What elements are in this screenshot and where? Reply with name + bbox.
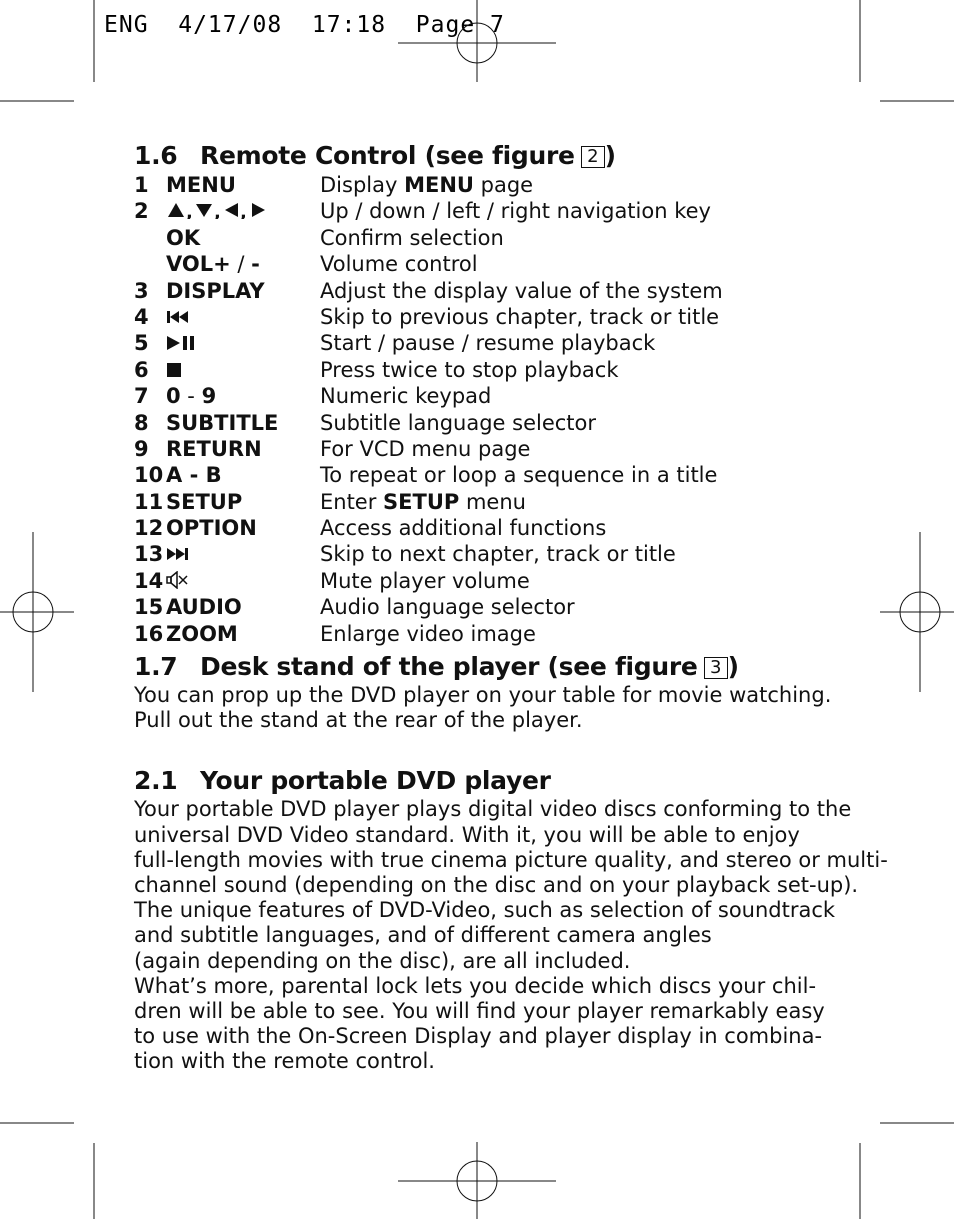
item-key [166,383,320,409]
remote-item-row [134,304,834,330]
item-description-text: Enlarge video image [320,621,536,646]
remote-item-row [134,489,834,515]
item-key-label: AUDIO [166,595,242,620]
remote-item-row [134,225,834,251]
section-number: 2.1 [134,766,178,796]
registration-mark-bottom [398,1142,556,1219]
item-description-text: To repeat or loop a sequence in a title [320,463,718,488]
item-key [166,489,320,515]
item-description [320,357,834,383]
portable-dvd-paragraph [134,797,888,1074]
item-key [166,436,320,462]
item-description-text: Volume control [320,252,478,277]
item-number: 7 [134,384,149,409]
item-description [320,330,834,356]
item-description-text: Display [320,173,405,197]
item-key-label: VOL+ [166,252,231,277]
item-description [320,383,834,409]
previous-icon [166,305,190,331]
item-key [166,541,320,567]
item-description-text: Confirm selection [320,225,504,250]
item-key-label: A - B [166,463,222,488]
item-key [166,357,320,383]
stop-icon [166,358,184,384]
item-key-label: RETURN [166,436,262,461]
item-description-text-end: menu [459,489,526,514]
remote-item-row [134,568,834,594]
item-description [320,251,834,277]
paragraph-line: dren will be able to see. You will find your player remarkably easy [134,999,825,1024]
remote-item-row [134,278,834,304]
figure-reference: 2 [581,146,605,168]
heading-portable-dvd-player [134,765,834,797]
figure-reference: 3 [704,657,728,679]
heading-desk-stand [134,651,834,683]
item-key-label-end: - [251,252,260,277]
item-description [320,594,834,620]
remote-item-row [134,410,834,436]
paragraph-line: to use with the On-Screen Display and player display in combina- [134,1024,823,1049]
item-description-text: For VCD menu page [320,436,531,461]
section-number: 1.6 [134,141,178,170]
remote-item-row [134,436,834,462]
paragraph-line: (again depending on the disc), are all included. [134,948,631,973]
remote-item-row [134,515,834,541]
remote-item-row [134,330,834,356]
paragraph-line: What’s more, parental lock lets you decide which discs your chil- [134,973,817,998]
item-key [166,304,320,330]
page-content [134,140,888,1075]
item-key-label: OK [166,225,201,250]
item-number: 1 [134,173,149,197]
item-key-label: ZOOM [166,621,238,646]
arrow-keys-icon [166,199,266,225]
item-description [320,225,834,251]
svg-text:,: , [240,202,247,220]
item-description-keyword: MENU [404,173,474,197]
item-key [166,515,320,541]
item-number: 6 [134,357,149,382]
item-number: 8 [134,410,149,435]
item-description-text: Skip to previous chapter, track or title [320,304,720,329]
item-description [320,489,834,515]
item-number: 4 [134,304,149,329]
item-number: 9 [134,436,149,461]
item-key [166,568,320,594]
remote-item-row [134,357,834,383]
svg-text:,: , [214,202,221,220]
item-description [320,436,834,462]
item-description-text-end: page [473,173,534,197]
item-description [320,621,834,647]
item-description-text: Subtitle language selector [320,410,597,435]
item-key-label: SETUP [166,489,243,514]
item-key [166,172,320,198]
heading-close-paren: ) [727,652,739,682]
paragraph-line: Your portable DVD player plays digital video discs conforming to the [134,797,852,822]
item-description [320,172,834,198]
item-key-label: OPTION [166,516,257,541]
item-key [166,594,320,620]
item-description [320,462,834,488]
remote-item-row [134,383,834,409]
item-key-separator: - [180,384,202,409]
item-key [166,251,320,277]
item-key [166,198,320,224]
item-number: 13 [134,542,164,567]
item-number: 14 [134,568,164,593]
item-key [166,410,320,436]
item-key-label: SUBTITLE [166,410,279,435]
item-number [134,225,166,251]
heading-remote-control [134,140,834,172]
item-description-keyword: SETUP [383,489,460,514]
item-description-text: Start / pause / resume playback [320,331,656,356]
print-slug: ENG 4/17/08 17:18 Page 7 [104,12,505,38]
paragraph-line: Pull out the stand at the rear of the player. [134,708,583,733]
paragraph-line: The unique features of DVD-Video, such as selection of soundtrack [134,898,836,923]
remote-item-row [134,621,834,647]
section-title: Your portable DVD player [200,766,551,796]
registration-mark-left [0,532,74,692]
section-title: Desk stand of the player (see figure [200,652,698,682]
item-key-label: 0 [166,384,181,409]
paragraph-line: universal DVD Video standard. With it, you will be able to enjoy [134,822,800,847]
next-icon [166,542,190,568]
remote-item-row [134,541,834,567]
section-number: 1.7 [134,652,178,682]
item-description-text: Numeric keypad [320,384,492,409]
item-description-text: Mute player volume [320,568,530,593]
desk-stand-paragraph [134,683,834,733]
remote-control-list [134,172,834,647]
paragraph-line: and subtitle languages, and of different camera angles [134,923,712,948]
item-number: 11 [134,489,164,514]
item-key-label-end: 9 [201,384,217,409]
item-description-text: Up / down / left / right navigation key [320,199,711,224]
item-number: 2 [134,199,149,224]
remote-item-row [134,198,834,224]
item-description [320,410,834,436]
play-pause-icon [166,331,196,357]
paragraph-line: tion with the remote control. [134,1049,435,1074]
item-number: 15 [134,595,164,620]
item-key-label: DISPLAY [166,278,265,303]
paragraph-line: channel sound (depending on the disc and on your playback set-up). [134,873,859,898]
item-number: 3 [134,278,149,303]
remote-item-row [134,594,834,620]
item-description-text: Adjust the display value of the system [320,278,723,303]
item-description-text: Skip to next chapter, track or title [320,542,676,567]
heading-close-paren: ) [604,141,616,170]
remote-item-row [134,462,834,488]
item-key-label: MENU [166,173,236,197]
item-description [320,568,834,594]
item-description [320,541,834,567]
item-description [320,278,834,304]
item-number: 5 [134,331,149,356]
item-number: 12 [134,516,164,541]
mute-icon [166,569,190,595]
item-number: 10 [134,463,164,488]
item-key [166,330,320,356]
paragraph-line: full-length movies with true cinema picture quality, and stereo or multi- [134,847,888,872]
section-title: Remote Control (see figure [200,141,575,170]
item-description-text: Audio language selector [320,595,575,620]
item-description-text: Press twice to stop playback [320,357,619,382]
remote-item-row [134,251,834,277]
svg-text:,: , [186,202,193,220]
item-key-separator: / [230,252,252,277]
remote-item-row [134,172,834,198]
item-description [320,198,834,224]
item-key [166,225,320,251]
item-description-text: Enter [320,489,384,514]
item-description-text: Access additional functions [320,516,607,541]
item-key [166,621,320,647]
item-key [166,278,320,304]
item-number: 16 [134,621,164,646]
item-key [166,462,320,488]
item-description [320,304,834,330]
item-description [320,515,834,541]
item-number [134,251,166,277]
registration-mark-top [398,0,556,82]
paragraph-line: You can prop up the DVD player on your table for movie watching. [134,683,832,708]
registration-mark-right [880,532,954,692]
